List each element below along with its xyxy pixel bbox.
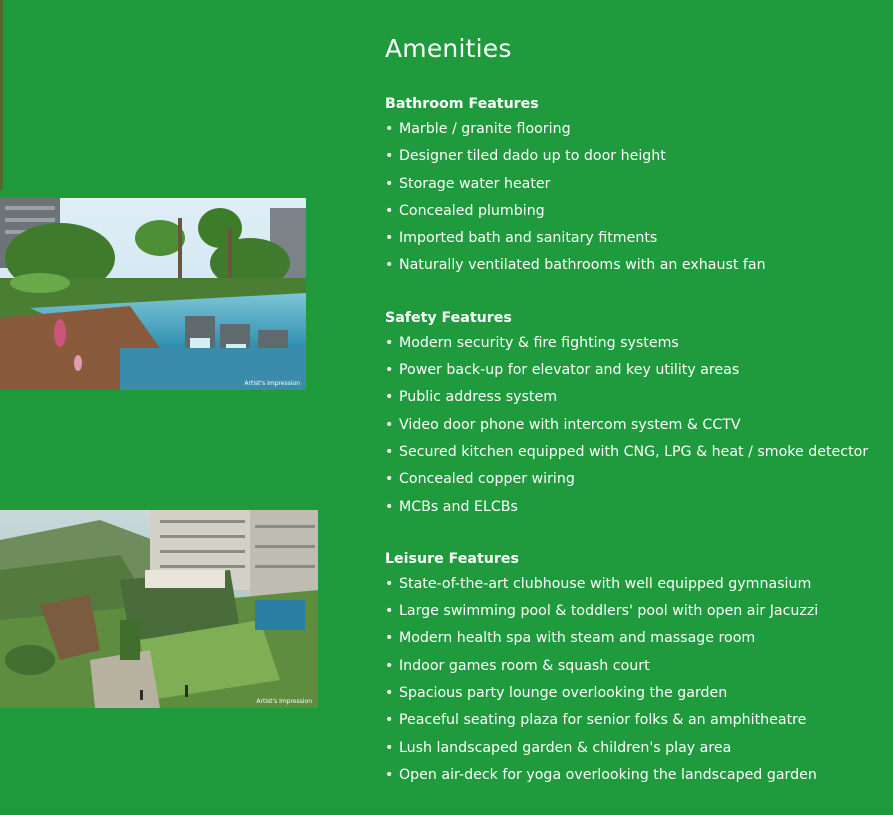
bullet-icon: • (385, 416, 394, 433)
list-item (385, 252, 890, 279)
list-item (385, 225, 890, 252)
clubhouse-image-caption: Artist's Impression (256, 698, 312, 705)
list-item-text: Power back-up for elevator and key utility areas (399, 362, 740, 379)
list-item-text: Imported bath and sanitary fitments (399, 230, 658, 247)
list-item (385, 653, 890, 680)
bullet-icon: • (385, 712, 394, 729)
list-item-text: Lush landscaped garden & children's play area (399, 739, 732, 756)
list-item (385, 330, 890, 357)
list-item-text: Secured kitchen equipped with CNG, LPG & heat / smoke detector (399, 443, 869, 460)
list-item (385, 412, 890, 439)
list-item (385, 466, 890, 493)
feature-list (385, 116, 890, 280)
bullet-icon: • (385, 230, 394, 247)
amenities-content (385, 92, 890, 815)
list-item-text: Modern health spa with steam and massage room (399, 630, 756, 647)
section-heading: Leisure Features (385, 550, 519, 567)
list-item-text: Naturally ventilated bathrooms with an exhaust fan (399, 257, 766, 274)
bullet-icon: • (385, 766, 394, 783)
bullet-icon: • (385, 471, 394, 488)
list-item (385, 384, 890, 411)
safety-features-section (385, 306, 890, 521)
list-item (385, 625, 890, 652)
bullet-icon: • (385, 334, 394, 351)
section-heading: Safety Features (385, 309, 512, 326)
list-item-text: Spacious party lounge overlooking the garden (399, 685, 728, 702)
list-item-text: Open air-deck for yoga overlooking the landscaped garden (399, 766, 817, 783)
bullet-icon: • (385, 121, 394, 137)
bullet-icon: • (385, 443, 394, 460)
bullet-icon: • (385, 603, 394, 620)
list-item-text: State-of-the-art clubhouse with well equipped gymnasium (399, 575, 812, 592)
section-heading: Bathroom Features (385, 96, 539, 112)
list-item-text: Indoor games room & squash court (399, 657, 650, 674)
list-item-text: Marble / granite flooring (399, 121, 571, 137)
list-item-text: Concealed plumbing (399, 202, 545, 219)
bullet-icon: • (385, 175, 394, 192)
bullet-icon: • (385, 657, 394, 674)
list-item (385, 571, 890, 598)
list-item-text: Peaceful seating plaza for senior folks & an amphitheatre (399, 712, 807, 729)
list-item (385, 439, 890, 466)
list-item-text: Large swimming pool & toddlers' pool with open air Jacuzzi (399, 603, 819, 620)
list-item (385, 680, 890, 707)
feature-list (385, 571, 890, 789)
leisure-features-section (385, 547, 890, 789)
list-item (385, 143, 890, 170)
list-item-text: MCBs and ELCBs (399, 498, 518, 515)
bullet-icon: • (385, 498, 394, 515)
pool-image-caption: Artist's Impression (244, 380, 300, 387)
pool-render-image (0, 198, 306, 390)
bullet-icon: • (385, 575, 394, 592)
page-edge-strip (0, 0, 3, 190)
list-item-text: Modern security & fire fighting systems (399, 334, 679, 351)
bullet-icon: • (385, 257, 394, 274)
bullet-icon: • (385, 389, 394, 406)
bullet-icon: • (385, 685, 394, 702)
list-item (385, 116, 890, 143)
page-title: Amenities (385, 34, 512, 63)
list-item (385, 707, 890, 734)
feature-list (385, 330, 890, 521)
list-item (385, 598, 890, 625)
bullet-icon: • (385, 362, 394, 379)
list-item (385, 357, 890, 384)
bullet-icon: • (385, 739, 394, 756)
list-item-text: Storage water heater (399, 175, 551, 192)
list-item (385, 494, 890, 521)
list-item-text: Concealed copper wiring (399, 471, 575, 488)
list-item (385, 762, 890, 789)
list-item-text: Video door phone with intercom system & CCTV (399, 416, 741, 433)
bathroom-features-section (385, 92, 890, 280)
list-item (385, 171, 890, 198)
bullet-icon: • (385, 630, 394, 647)
list-item-text: Designer tiled dado up to door height (399, 148, 666, 165)
list-item-text: Public address system (399, 389, 558, 406)
list-item (385, 735, 890, 762)
bullet-icon: • (385, 148, 394, 165)
clubhouse-render-image (0, 510, 318, 708)
list-item (385, 198, 890, 225)
bullet-icon: • (385, 202, 394, 219)
